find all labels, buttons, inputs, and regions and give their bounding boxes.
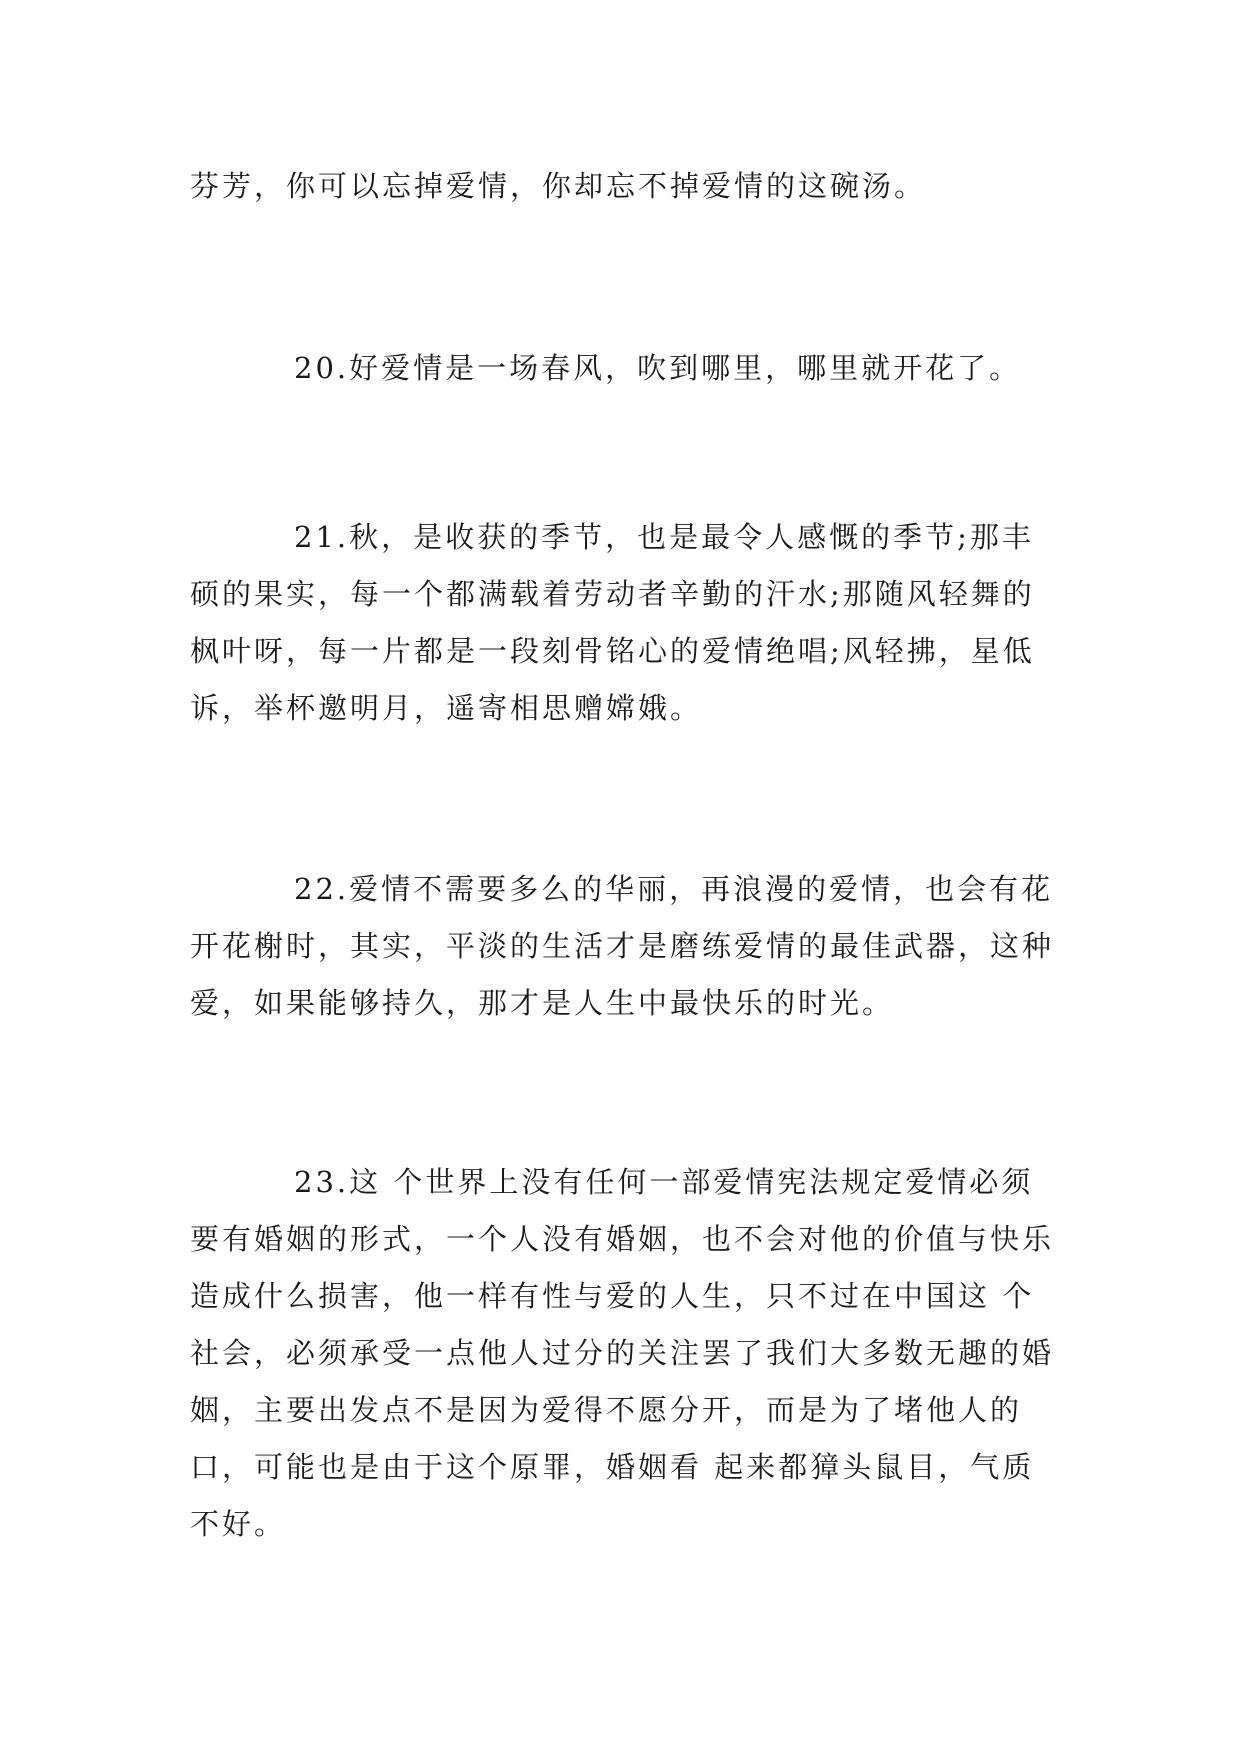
paragraph-23: 23.这 个世界上没有任何一部爱情宪法规定爱情必须要有婚姻的形式，一个人没有婚姻，也不会对他的价值与快乐造成什么损害，他一样有性与爱的人生，只不过在中国这 个社会，必须承受一点他人过分的关注罢了我们大多数无趣的婚姻，主要出发点不是因为爱得不愿分开，而是为了堵他人的口，可能也是由于这个原罪，婚姻看 起来都獐头鼠目，气质不好。 bbox=[190, 1165, 1055, 1541]
paragraph-continuation: 芬芳，你可以忘掉爱情，你却忘不掉爱情的这碗汤。 bbox=[190, 169, 927, 203]
paragraph-20: 20.好爱情是一场春风，吹到哪里，哪里就开花了。 bbox=[294, 351, 1022, 385]
paragraph-21: 21.秋，是收获的季节，也是最令人感慨的季节;那丰硕的果实，每一个都满载着劳动者辛勤的汗水;那随风轻舞的枫叶呀，每一片都是一段刻骨铭心的爱情绝唱;风轻拂，星低诉，举杯邀明月，遥寄相思赠嫦娥。 bbox=[190, 520, 1035, 725]
paragraph-22: 22.爱情不需要多么的华丽，再浪漫的爱情，也会有花开花榭时，其实，平淡的生活才是磨练爱情的最佳武器，这种爱，如果能够持久，那才是人生中最快乐的时光。 bbox=[190, 872, 1055, 1020]
